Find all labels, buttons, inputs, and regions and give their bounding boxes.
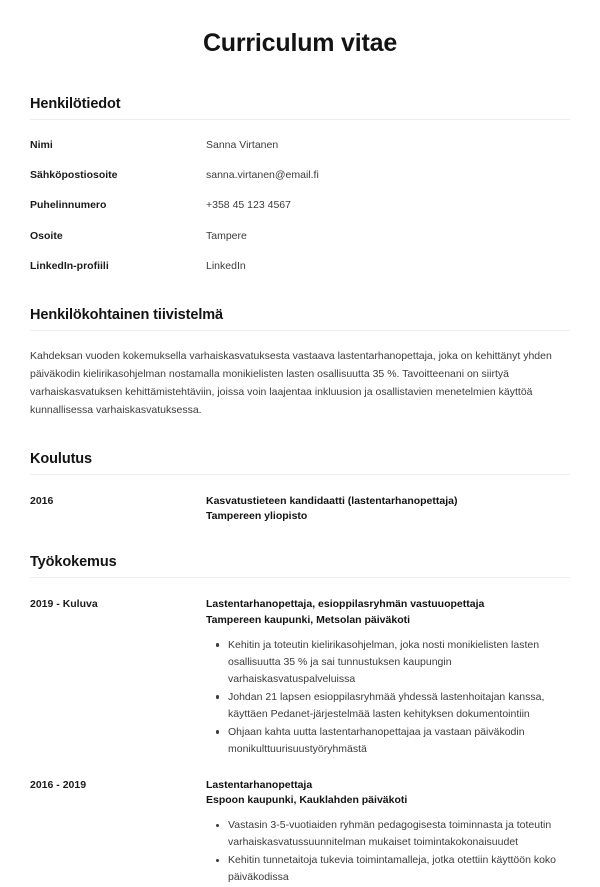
entry-institution: Tampereen yliopisto (206, 510, 308, 523)
personal-detail-row-name (30, 138, 570, 152)
section-work-experience (30, 554, 570, 887)
section-heading-work-experience: Työkokemus (30, 554, 117, 571)
summary-paragraph: Kahdeksan vuoden kokemuksella varhaiskasvatuksesta vastaava lastentarhanopettaja, joka on kehittänyt yhden päiväkodin kielirikasohjelman nostamalla monikielisten lasten osallisuutta 35 %. Tavoitteenani on siirtyä varhaiskasvatuksen kehittämistehtäviin, joissa voin laajentaa inkluusion ja osallistavien menetelmien käyttöä kunnallisessa varhaiskasvatuksessa. (30, 349, 552, 416)
entry-job-title: Lastentarhanopettaja, esioppilasryhmän vastuuopettaja (206, 598, 485, 611)
detail-label: Nimi (30, 139, 53, 151)
entry-date: 2019 - Kuluva (30, 598, 98, 611)
entry-employer: Espoon kaupunki, Kauklahden päiväkoti (206, 794, 408, 807)
personal-detail-row-linkedin (30, 259, 570, 273)
detail-label: Osoite (30, 229, 63, 242)
detail-label: Sähköpostiosoite (30, 169, 118, 182)
entry-body (206, 494, 570, 524)
list-item: Vastasin 3-5-vuotiaiden ryhmän pedagogisesta toiminnasta ja toteutin varhaiskasvatussuunnitelman mukaiset toimintakokonaisuudet (206, 817, 570, 851)
experience-entry (30, 597, 570, 758)
detail-value-linkedin[interactable]: LinkedIn (206, 259, 246, 272)
education-entry (30, 494, 570, 524)
section-divider (30, 577, 570, 578)
detail-label: LinkedIn-profiili (30, 259, 109, 272)
section-personal-summary (30, 307, 570, 419)
list-item: Kehitin ja toteutin kielirikasohjelman, joka nosti monikielisten lasten osallisuutta 35 % ja sai tunnustuksen kaupungin varhaiskasvatuspalveluissa (206, 637, 570, 688)
entry-job-title: Lastentarhanopettaja (206, 778, 313, 791)
section-heading-education: Koulutus (30, 451, 93, 468)
page-title: Curriculum vitae (202, 29, 398, 57)
list-item: Kehitin tunnetaitoja tukevia toimintamalleja, jotka otettiin käyttöön koko päiväkodissa (206, 852, 570, 886)
detail-value: Sanna Virtanen (206, 139, 279, 151)
detail-value: +358 45 123 4567 (206, 199, 291, 212)
list-item: Ohjaan kahta uutta lastentarhanopettajaa ja vastaan päiväkodin monikulttuurisuustyöryhmästä (206, 724, 570, 758)
entry-achievement-list (206, 817, 570, 886)
entry-body (206, 597, 570, 758)
entry-achievement-list (206, 637, 570, 758)
section-heading-personal-details: Henkilötiedot (30, 96, 121, 112)
section-divider (30, 474, 570, 475)
entry-body (206, 778, 570, 887)
detail-value: sanna.virtanen@email.fi (206, 169, 319, 182)
entry-date: 2016 (30, 495, 54, 508)
list-item: Johdan 21 lapsen esioppilasryhmää yhdessä lastenhoitajan kanssa, käyttäen Pedanet-järjestelmää lasten kehityksen dokumentointiin (206, 689, 570, 723)
personal-detail-row-phone (30, 198, 570, 212)
section-education (30, 451, 570, 524)
detail-value: Tampere (206, 229, 247, 242)
section-heading-personal-summary: Henkilökohtainen tiivistelmä (30, 306, 223, 323)
personal-detail-row-email (30, 168, 570, 182)
entry-employer: Tampereen kaupunki, Metsolan päiväkoti (206, 613, 411, 626)
personal-detail-row-address (30, 229, 570, 243)
entry-degree: Kasvatustieteen kandidaatti (lastentarhanopettaja) (206, 495, 458, 508)
section-personal-details (30, 96, 570, 273)
personal-details-list (30, 138, 570, 273)
experience-entry (30, 778, 570, 887)
detail-label: Puhelinnumero (30, 199, 107, 212)
section-divider (30, 119, 570, 120)
entry-date: 2016 - 2019 (30, 778, 87, 791)
section-divider (30, 330, 570, 331)
